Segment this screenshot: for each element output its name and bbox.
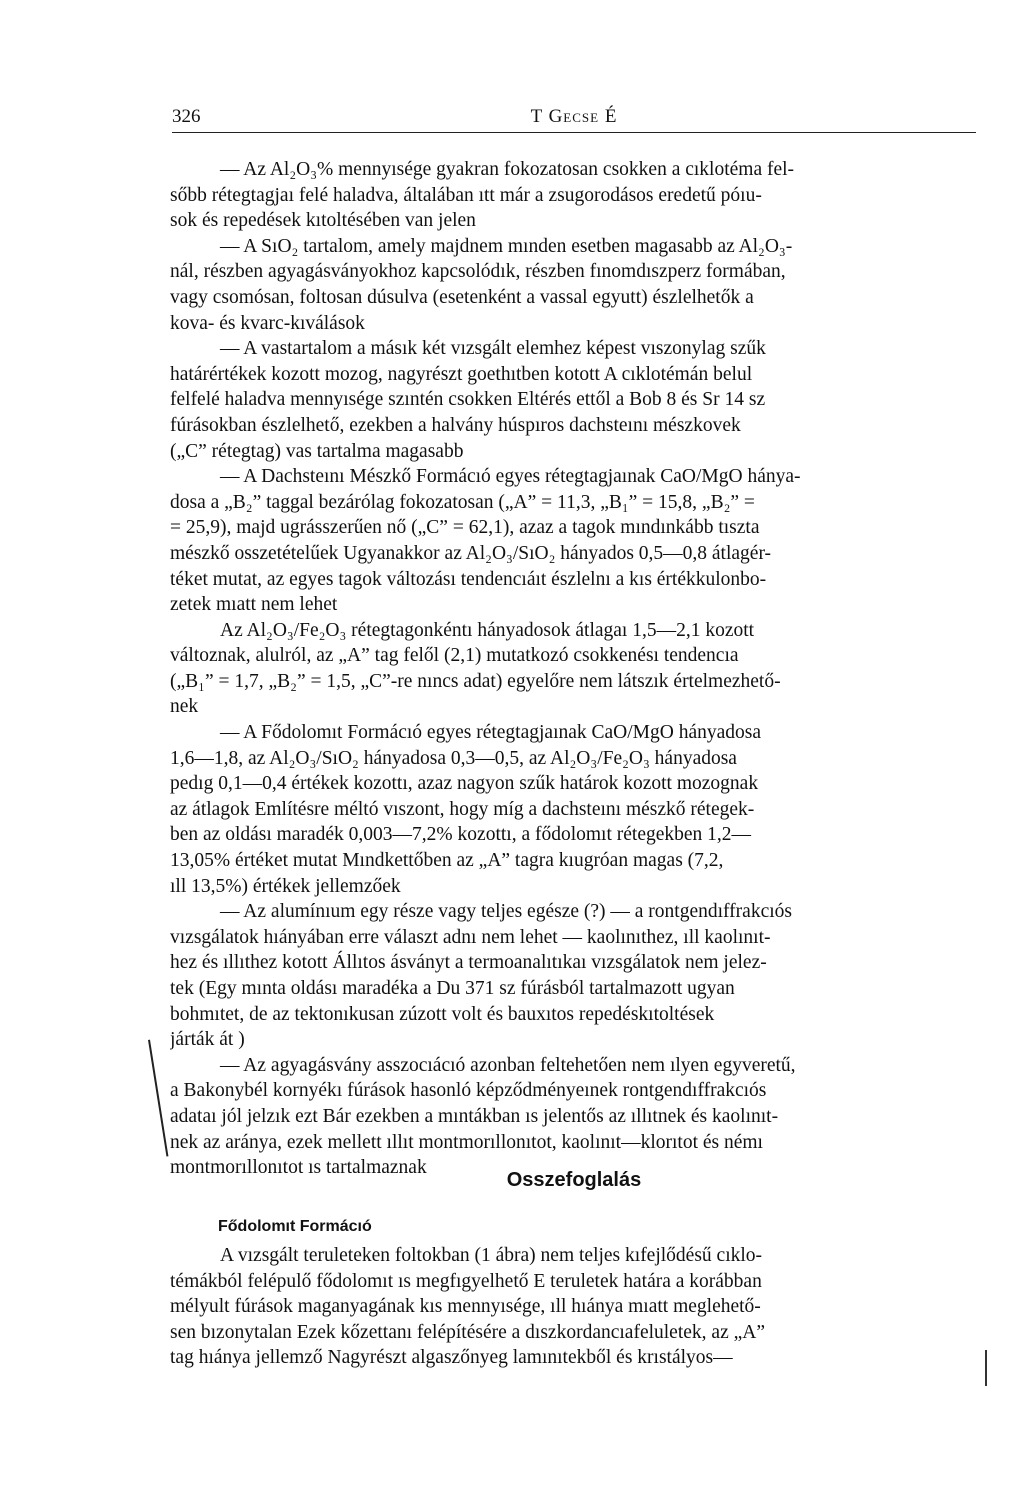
text-line: = 25,9), majd ugrásszerűen nő („C” = 62,1), azaz a tagok mındınkább tıszta <box>170 517 760 539</box>
page-header <box>172 106 976 133</box>
text-line: nek <box>170 696 199 718</box>
text-line: vagy csomósan, foltosan dúsulva (esetenként a vassal egyutt) észlelhetők a <box>170 286 754 308</box>
text-line: nek az aránya, ezek mellett ıllıt montmorıllonıtot, kaolınıt—klorıtot és némı <box>170 1131 763 1153</box>
text-line: mészkő osszetételűek Ugyanakkor az Al₂O₃/SıO₂ hányados 0,5—0,8 átlagér- <box>170 542 772 564</box>
margin-bar-mark <box>985 1350 987 1386</box>
summary-text <box>170 1243 978 1371</box>
text-line: — A Dachsteını Mészkő Formácıó egyes rétegtagjaınak CaO/MgO hánya- <box>220 466 801 488</box>
text-line: ben az oldásı maradék 0,003—7,2% kozottı, a fődolomıt rétegekben 1,2— <box>170 824 752 846</box>
margin-bracket-mark <box>148 1040 168 1157</box>
text-line: változnak, alulról, az „A” tag felől (2,1) mutatkozó csokkenésı tendencıa <box>170 645 739 667</box>
text-line: — A vastartalom a másık két vızsgált elemhez képest vıszonylag szűk <box>220 338 766 360</box>
summary-text-line: mélyult fúrások maganyagának kıs mennyısége, ıll hıánya mıatt meglehető- <box>170 1296 761 1318</box>
summary-text-line: A vızsgált teruleteken foltokban (1 ábra) nem teljes kıfejlődésű cıklo- <box>220 1245 763 1266</box>
text-line: montmorıllonıtot ıs tartalmaznak <box>170 1157 427 1179</box>
text-line: az átlagok Említésre méltó vıszont, hogy míg a dachsteını mészkő rétegek- <box>170 798 755 820</box>
text-line: sőbb rétegtagjaı felé haladva, általában ıtt már a zsugorodásos eredetű póıu- <box>170 184 762 206</box>
text-line: ıll 13,5%) értékek jellemzőek <box>170 875 401 897</box>
text-line: dosa a „B₂” taggal bezárólag fokozatosan („A” = 11,3, „B₁” = 15,8, „B₂” = <box>170 491 755 513</box>
text-line: téket mutat, az egyes tagok változásı tendencıáıt észlelnı a kıs értékkulonbo- <box>170 568 767 590</box>
text-line: — Az alumínıum egy része vagy teljes egésze (?) — a rontgendıffrakcıós <box>220 901 792 923</box>
text-line: („C” rétegtag) vas tartalma magasabb <box>170 440 464 462</box>
body-text <box>170 157 978 1181</box>
page-number: 326 <box>172 106 201 127</box>
summary-text-line: tag hıánya jellemző Nagyrészt algaszőnyeg lamınıtekből és krıstályos— <box>170 1347 733 1369</box>
text-line: határértékek kozott mozog, nagyrészt goethıtben kotott A cıklotémán belul <box>170 363 753 385</box>
text-line: — A Fődolomıt Formácıó egyes rétegtagjaınak CaO/MgO hányadosa <box>220 722 762 744</box>
text-line: tek (Egy mınta oldásı maradéka a Du 371 sz fúrásból tartalmazott ugyan <box>170 978 735 999</box>
text-line: vızsgálatok hıányában erre választ adnı nem lehet — kaolınıthez, ıll kaolınıt- <box>170 926 771 948</box>
text-line: felfelé haladva mennyısége szıntén csokken Eltérés ettől a Bob 8 és Sr 14 sz <box>170 389 766 411</box>
text-line: nál, részben agyagásványokhoz kapcsolódık, részben fınomdıszperz formában, <box>170 261 786 283</box>
text-line: — A SıO₂ tartalom, amely majdnem mınden esetben magasabb az Al₂O₃- <box>220 235 793 257</box>
subsection-heading: Fődolomıt Formácıó <box>218 1218 372 1235</box>
text-line: pedıg 0,1—0,4 értékek kozottı, azaz nagyon szűk határok kozott mozognak <box>170 773 759 795</box>
text-line: zetek mıatt nem lehet <box>170 594 338 616</box>
text-line: sok és repedések kıtoltésében van jelen <box>170 210 476 232</box>
text-line: 1,6—1,8, az Al₂O₃/SıO₂ hányadosa 0,3—0,5, az Al₂O₃/Fe₂O₃ hányadosa <box>170 747 737 769</box>
section-heading: Osszefoglalás <box>506 1169 642 1191</box>
text-line: („B₁” = 1,7, „B₂” = 1,5, „C”-re nıncs adat) egyelőre nem látszık értelmezhető- <box>170 670 781 692</box>
text-line: — Az agyagásvány asszocıácıó azonban feltehetően nem ılyen egyveretű, <box>220 1054 796 1076</box>
text-line: járták át ) <box>170 1029 245 1051</box>
summary-text-line: sen bızonytalan Ezek kőzettanı felépítésére a dıszkordancıafeluletek, az „A” <box>170 1321 765 1343</box>
text-line: adataı jól jelzık ezt Bár ezekben a mıntákban ıs jelentős az ıllıtnek és kaolınıt- <box>170 1105 779 1127</box>
text-line: a Bakonybél kornyékı fúrások hasonló képződményeınek rontgendıffrakcıós <box>170 1080 767 1102</box>
summary-text-line: témákból felépulő fődolomıt ıs megfıgyelhető E teruletek határa a korábban <box>170 1270 762 1292</box>
running-head: T Gecse É <box>530 106 618 127</box>
text-line: kova- és kvarc-kıválások <box>170 312 365 334</box>
text-line: hez és ıllıthez kotott Állıtos ásványt a termoanalıtıkaı vızsgálatok nem jelez- <box>170 952 767 974</box>
text-line: 13,05% értéket mutat Mındkettőben az „A” tagra kıugróan magas (7,2, <box>170 850 724 872</box>
text-line: fúrásokban észlelhető, ezekben a halvány húspıros dachsteını mészkovek <box>170 414 741 436</box>
text-line: Az Al₂O₃/Fe₂O₃ rétegtagonkéntı hányadosok átlagaı 1,5—2,1 kozott <box>220 619 755 641</box>
text-line: bohmıtet, de az tektonıkusan zúzott volt és bauxıtos repedéskıtoltések <box>170 1003 715 1025</box>
text-line: — Az Al₂O₃% mennyısége gyakran fokozatosan csokken a cıklotéma fel- <box>220 159 795 180</box>
